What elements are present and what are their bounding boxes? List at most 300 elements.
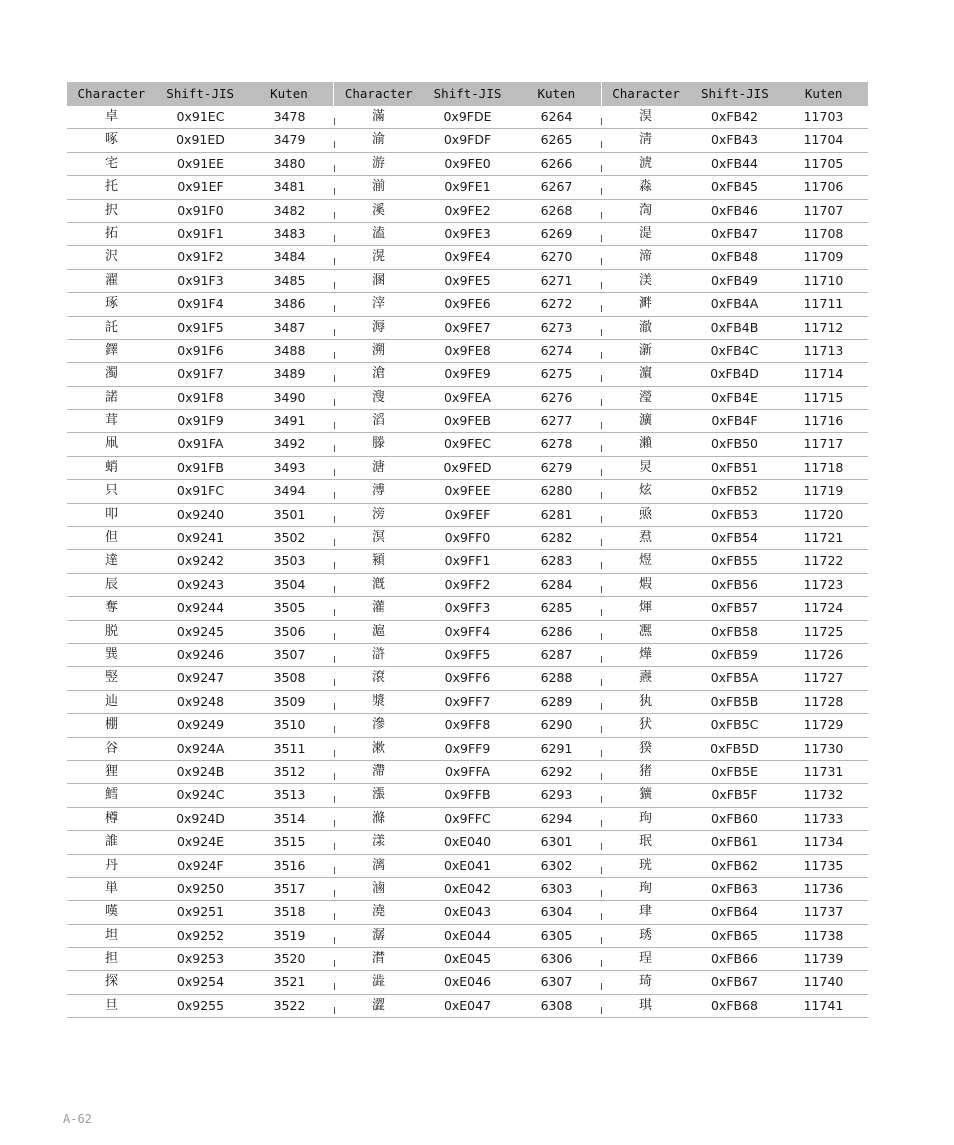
- kuten-cell: 11738: [803, 927, 844, 943]
- character-cell: 瀨: [601, 433, 690, 455]
- shift-jis-cell: 0xFB55: [710, 553, 759, 569]
- shift-jis-cell: 0x9244: [176, 600, 225, 616]
- character-cell: 狸: [104, 763, 118, 779]
- shift-jis-cell: 0xFB4C: [710, 342, 759, 358]
- table-row: [67, 200, 868, 223]
- character-cell: 溽: [334, 317, 423, 339]
- shift-jis-cell: 0x9FF3: [444, 600, 491, 616]
- shift-jis-cell: 0xFB68: [710, 997, 759, 1013]
- table-row: [67, 340, 868, 363]
- kuten-cell: 6269: [540, 225, 573, 241]
- col-header-character-1: Character: [77, 86, 146, 101]
- shift-jis-cell: 0xE044: [443, 927, 492, 943]
- kuten-cell: 3483: [273, 225, 306, 241]
- character-cell: 琦: [601, 971, 690, 993]
- shift-jis-cell: 0x9FE7: [444, 319, 491, 335]
- shift-jis-cell: 0x91ED: [176, 132, 225, 148]
- character-cell: 鐸: [104, 342, 118, 358]
- kuten-cell: 3503: [273, 553, 306, 569]
- shift-jis-cell: 0x9FE6: [444, 296, 491, 312]
- table-row: [67, 504, 868, 527]
- character-cell: 潺: [334, 925, 423, 947]
- character-cell: 担: [104, 951, 118, 967]
- character-cell: 托: [104, 179, 118, 195]
- table-row: [67, 691, 868, 714]
- shift-jis-cell: 0x9FF2: [444, 576, 491, 592]
- kuten-cell: 6276: [540, 389, 573, 405]
- character-cell: 溯: [334, 340, 423, 362]
- kuten-cell: 3491: [273, 413, 306, 429]
- character-cell: 拓: [104, 225, 118, 241]
- kuten-cell: 11736: [803, 880, 844, 896]
- kuten-cell: 3488: [273, 342, 306, 358]
- kuten-cell: 11740: [803, 974, 844, 990]
- character-cell: 択: [104, 202, 118, 218]
- kuten-cell: 11734: [803, 834, 844, 850]
- character-cell: 滸: [334, 644, 423, 666]
- table-row: [67, 153, 868, 176]
- character-cell: 炅: [601, 457, 690, 479]
- kuten-cell: 3508: [273, 670, 306, 686]
- character-cell: 鱈: [104, 787, 118, 803]
- shift-jis-cell: 0x9FFB: [444, 787, 491, 803]
- character-cell: 濵: [601, 363, 690, 385]
- kuten-cell: 3485: [273, 272, 306, 288]
- kuten-cell: 6307: [540, 974, 573, 990]
- shift-jis-cell: 0xFB56: [710, 576, 759, 592]
- shift-jis-cell: 0x9241: [176, 530, 225, 546]
- shift-jis-cell: 0x9FE4: [444, 249, 491, 265]
- shift-jis-cell: 0xFB62: [710, 857, 759, 873]
- shift-jis-cell: 0x9FED: [443, 459, 492, 475]
- character-cell: 溪: [334, 200, 423, 222]
- character-cell: 溘: [334, 223, 423, 245]
- shift-jis-cell: 0xFB44: [710, 155, 759, 171]
- shift-jis-cell: 0x924D: [176, 810, 225, 826]
- shift-jis-cell: 0x9243: [176, 576, 225, 592]
- kuten-cell: 11709: [803, 249, 844, 265]
- table-row: [67, 784, 868, 807]
- kuten-cell: 11712: [803, 319, 844, 335]
- shift-jis-cell: 0xE040: [443, 834, 492, 850]
- col-header-kuten-1: Kuten: [270, 86, 308, 101]
- character-cell: 溟: [334, 527, 423, 549]
- character-cell: 漑: [334, 574, 423, 596]
- kuten-cell: 11729: [803, 717, 844, 733]
- shift-jis-cell: 0xFB5F: [711, 787, 758, 803]
- table-row: [67, 808, 868, 831]
- table-row: [67, 831, 868, 854]
- shift-jis-cell: 0xFB5D: [710, 740, 759, 756]
- character-cell: 湔: [334, 176, 423, 198]
- character-cell: 但: [104, 530, 118, 546]
- shift-jis-cell: 0x9255: [176, 997, 225, 1013]
- kuten-cell: 3517: [273, 880, 306, 896]
- kuten-cell: 3480: [273, 155, 306, 171]
- character-cell: 叩: [104, 506, 118, 522]
- character-cell: 獷: [601, 784, 690, 806]
- shift-jis-cell: 0x924A: [176, 740, 225, 756]
- shift-jis-cell: 0x9FF0: [444, 530, 491, 546]
- kuten-cell: 11707: [803, 202, 844, 218]
- kuten-cell: 3522: [273, 997, 306, 1013]
- character-cell: 滔: [334, 410, 423, 432]
- shift-jis-cell: 0xFB4D: [710, 366, 759, 382]
- character-cell: 卓: [104, 109, 118, 124]
- character-cell: 嘆: [104, 904, 118, 920]
- shift-jis-cell: 0xFB47: [710, 225, 759, 241]
- character-cell: 諾: [104, 389, 118, 405]
- character-cell: 滂: [334, 504, 423, 526]
- col-header-kuten-2: Kuten: [537, 86, 576, 101]
- table-row: [67, 129, 868, 152]
- shift-jis-cell: 0x9FE2: [444, 202, 491, 218]
- character-cell: 煇: [601, 597, 690, 619]
- kuten-cell: 6301: [540, 834, 573, 850]
- table-row: [67, 901, 868, 924]
- kuten-cell: 3519: [273, 927, 306, 943]
- kuten-cell: 11727: [803, 670, 844, 686]
- character-cell: 灌: [334, 597, 423, 619]
- table-row: [67, 971, 868, 994]
- kuten-cell: 3493: [273, 459, 306, 475]
- kuten-cell: 6306: [540, 951, 573, 967]
- character-cell: 谷: [104, 740, 118, 756]
- kuten-cell: 6283: [540, 553, 573, 569]
- shift-jis-cell: 0xFB61: [710, 834, 759, 850]
- table-row: [67, 621, 868, 644]
- kuten-cell: 6279: [540, 459, 573, 475]
- shift-jis-cell: 0xFB65: [710, 927, 759, 943]
- character-cell: 焏: [601, 504, 690, 526]
- character-cell: 燾: [601, 667, 690, 689]
- character-cell: 滉: [334, 246, 423, 268]
- shift-jis-cell: 0x9247: [176, 670, 225, 686]
- shift-jis-cell: 0xFB4E: [711, 389, 758, 405]
- character-cell: 溥: [334, 480, 423, 502]
- kuten-cell: 11731: [803, 763, 844, 779]
- kuten-cell: 6277: [540, 413, 573, 429]
- shift-jis-cell: 0xFB50: [710, 436, 759, 452]
- character-cell: 渧: [601, 246, 690, 268]
- shift-jis-cell: 0xE043: [443, 904, 492, 920]
- shift-jis-cell: 0xFB49: [710, 272, 759, 288]
- table-row: [67, 387, 868, 410]
- table-row: [67, 363, 868, 386]
- shift-jis-cell: 0x924C: [176, 787, 225, 803]
- kuten-cell: 11725: [803, 623, 844, 639]
- kuten-cell: 6271: [540, 272, 573, 288]
- shift-jis-cell: 0x9FDF: [443, 132, 492, 148]
- character-cell: 滓: [334, 293, 423, 315]
- shift-jis-cell: 0x924B: [176, 763, 225, 779]
- shift-jis-cell: 0xFB4A: [710, 296, 759, 312]
- shift-jis-cell: 0x9FEF: [444, 506, 491, 522]
- kuten-cell: 11715: [803, 389, 844, 405]
- shift-jis-cell: 0x9242: [176, 553, 225, 569]
- kuten-cell: 11741: [803, 997, 844, 1013]
- shift-jis-cell: 0x9240: [176, 506, 225, 522]
- character-cell: 誰: [104, 834, 118, 850]
- character-cell: 珉: [601, 831, 690, 853]
- kuten-cell: 6274: [540, 342, 573, 358]
- shift-jis-cell: 0xFB59: [710, 646, 759, 662]
- character-cell: 溷: [334, 270, 423, 292]
- character-cell: 漲: [334, 784, 423, 806]
- character-cell: 滿: [334, 106, 423, 128]
- shift-jis-cell: 0xFB58: [710, 623, 759, 639]
- character-cell: 啄: [104, 132, 118, 148]
- shift-jis-cell: 0x9FF1: [444, 553, 491, 569]
- character-cell: 濁: [104, 366, 118, 382]
- shift-jis-cell: 0x9FE8: [444, 342, 491, 358]
- shift-jis-cell: 0xE046: [443, 974, 492, 990]
- col-header-shift-jis-2: Shift-JIS: [433, 86, 502, 101]
- character-cell: 滕: [334, 433, 423, 455]
- kuten-cell: 6268: [540, 202, 573, 218]
- shift-jis-cell: 0x91F2: [177, 249, 224, 265]
- shift-jis-cell: 0x9FF8: [444, 717, 491, 733]
- kuten-cell: 6305: [540, 927, 573, 943]
- shift-jis-cell: 0x9FF4: [444, 623, 491, 639]
- character-cell: 澈: [601, 317, 690, 339]
- kuten-cell: 3489: [273, 366, 306, 382]
- table-row: [67, 527, 868, 550]
- kuten-cell: 3509: [273, 693, 306, 709]
- character-cell: 竪: [104, 670, 118, 686]
- shift-jis-cell: 0xFB60: [710, 810, 759, 826]
- character-cell: 滄: [334, 363, 423, 385]
- kuten-cell: 6266: [540, 155, 573, 171]
- character-cell: 達: [104, 553, 118, 569]
- character-cell: 犾: [601, 714, 690, 736]
- kuten-cell: 6290: [540, 717, 573, 733]
- kuten-cell: 11720: [803, 506, 844, 522]
- shift-jis-cell: 0x9254: [176, 974, 225, 990]
- shift-jis-cell: 0x9FFC: [444, 810, 491, 826]
- table-row: [67, 433, 868, 456]
- character-cell: 犱: [601, 691, 690, 713]
- character-cell: 蛸: [104, 459, 118, 475]
- table-row: [67, 270, 868, 293]
- table-row: [67, 597, 868, 620]
- kuten-cell: 3510: [273, 717, 306, 733]
- shift-jis-cell: 0x91F0: [177, 202, 224, 218]
- shift-jis-cell: 0xFB46: [710, 202, 759, 218]
- kuten-cell: 6287: [540, 646, 573, 662]
- character-cell: 旦: [104, 997, 118, 1013]
- kuten-cell: 11716: [803, 413, 844, 429]
- kuten-cell: 6303: [540, 880, 573, 896]
- character-cell: 琢: [104, 296, 118, 312]
- shift-jis-cell: 0xFB5B: [710, 693, 759, 709]
- shift-jis-cell: 0x9246: [176, 646, 225, 662]
- kuten-cell: 3481: [273, 179, 306, 195]
- shift-jis-cell: 0xFB63: [710, 880, 759, 896]
- kuten-cell: 11719: [803, 483, 844, 499]
- shift-jis-cell: 0xFB5A: [710, 670, 759, 686]
- kuten-cell: 6304: [540, 904, 573, 920]
- kuten-cell: 6264: [540, 109, 573, 124]
- page-number: A-62: [63, 1112, 92, 1126]
- character-cell: 猤: [601, 738, 690, 760]
- character-cell: 湜: [601, 223, 690, 245]
- shift-jis-cell: 0x9FE3: [444, 225, 491, 241]
- kuten-cell: 11726: [803, 646, 844, 662]
- shift-jis-cell: 0x9FF6: [444, 670, 491, 686]
- shift-jis-cell: 0xE041: [443, 857, 492, 873]
- shift-jis-cell: 0xFB64: [710, 904, 759, 920]
- shift-jis-cell: 0xFB5C: [710, 717, 759, 733]
- kuten-cell: 3518: [273, 904, 306, 920]
- kuten-cell: 11704: [803, 132, 844, 148]
- character-cell: 溏: [334, 457, 423, 479]
- character-cell: 燁: [601, 644, 690, 666]
- character-cell: 漾: [334, 831, 423, 853]
- table-row: [67, 574, 868, 597]
- table-header: [67, 82, 868, 106]
- kuten-cell: 6285: [540, 600, 573, 616]
- kuten-cell: 3479: [273, 132, 306, 148]
- character-cell: 珵: [601, 948, 690, 970]
- kuten-cell: 6293: [540, 787, 573, 803]
- kuten-cell: 11703: [803, 109, 844, 124]
- kuten-cell: 11714: [803, 366, 844, 382]
- character-cell: 濯: [104, 272, 118, 288]
- shift-jis-cell: 0xFB4B: [710, 319, 759, 335]
- character-cell: 辿: [104, 693, 118, 709]
- kuten-cell: 3515: [273, 834, 306, 850]
- kuten-cell: 3516: [273, 857, 306, 873]
- table-row: [67, 738, 868, 761]
- shift-jis-cell: 0x91F8: [177, 389, 224, 405]
- shift-jis-cell: 0x9FF7: [444, 693, 491, 709]
- table-body: [67, 106, 868, 1018]
- table-row: [67, 644, 868, 667]
- table-row: [67, 925, 868, 948]
- kuten-cell: 3514: [273, 810, 306, 826]
- character-cell: 棚: [104, 717, 118, 733]
- shift-jis-cell: 0x91F9: [177, 413, 224, 429]
- character-cell: 澀: [334, 995, 423, 1017]
- kuten-cell: 6294: [540, 810, 573, 826]
- kuten-cell: 11732: [803, 787, 844, 803]
- character-cell: 単: [104, 880, 118, 896]
- shift-jis-cell: 0x9248: [176, 693, 225, 709]
- kuten-cell: 11721: [803, 530, 844, 546]
- kuten-cell: 3501: [273, 506, 306, 522]
- character-cell: 猪: [601, 761, 690, 783]
- character-cell: 奪: [104, 600, 118, 616]
- shift-jis-cell: 0xE047: [443, 997, 492, 1013]
- kuten-cell: 6278: [540, 436, 573, 452]
- table-row: [67, 855, 868, 878]
- table-row: [67, 948, 868, 971]
- shift-jis-cell: 0x9FE1: [444, 179, 491, 195]
- character-cell: 溿: [601, 293, 690, 315]
- shift-jis-cell: 0xFB52: [710, 483, 759, 499]
- character-cell: 淼: [601, 176, 690, 198]
- shift-jis-cell: 0x91EC: [176, 109, 225, 124]
- character-cell: 淲: [601, 153, 690, 175]
- character-cell: 沢: [104, 249, 118, 265]
- kuten-cell: 11723: [803, 576, 844, 592]
- shift-jis-cell: 0x9251: [176, 904, 225, 920]
- kuten-cell: 3505: [273, 600, 306, 616]
- table-row: [67, 317, 868, 340]
- table-row: [67, 995, 868, 1018]
- shift-jis-cell: 0xFB67: [710, 974, 759, 990]
- shift-jis-cell: 0x91FA: [177, 436, 224, 452]
- shift-jis-cell: 0x9252: [176, 927, 225, 943]
- table-row: [67, 667, 868, 690]
- shift-jis-cell: 0x91FC: [176, 483, 225, 499]
- kuten-cell: 3478: [273, 109, 306, 124]
- shift-jis-cell: 0xFB42: [710, 109, 759, 124]
- character-cell: 琇: [601, 925, 690, 947]
- kuten-cell: 11706: [803, 179, 844, 195]
- shift-jis-cell: 0x9FF9: [444, 740, 491, 756]
- character-cell: 樽: [104, 810, 118, 826]
- shift-jis-cell: 0xFB45: [710, 179, 759, 195]
- shift-jis-cell: 0x9249: [176, 717, 225, 733]
- kuten-cell: 3484: [273, 249, 306, 265]
- shift-jis-cell: 0xE045: [443, 951, 492, 967]
- character-cell: 探: [104, 974, 118, 990]
- kuten-cell: 11737: [803, 904, 844, 920]
- table-row: [67, 106, 868, 129]
- character-cell: 焄: [601, 527, 690, 549]
- kuten-cell: 6282: [540, 530, 573, 546]
- shift-jis-cell: 0x91EE: [176, 155, 225, 171]
- shift-jis-cell: 0x9FEA: [444, 389, 491, 405]
- kuten-cell: 6289: [540, 693, 573, 709]
- character-cell: 滲: [334, 714, 423, 736]
- col-header-character-2: Character: [333, 82, 423, 106]
- character-cell: 凞: [601, 621, 690, 643]
- table-row: [67, 714, 868, 737]
- kuten-cell: 6273: [540, 319, 573, 335]
- shift-jis-cell: 0xE042: [443, 880, 492, 896]
- character-cell: 滾: [334, 667, 423, 689]
- character-cell: 溲: [334, 387, 423, 409]
- shift-jis-cell: 0x9FDE: [443, 109, 492, 124]
- table-row: [67, 176, 868, 199]
- kuten-cell: 3512: [273, 763, 306, 779]
- kuten-cell: 6270: [540, 249, 573, 265]
- character-cell: 澵: [601, 340, 690, 362]
- character-cell: 滬: [334, 621, 423, 643]
- kuten-cell: 6302: [540, 857, 573, 873]
- shift-jis-cell: 0xFB51: [710, 459, 759, 475]
- character-cell: 渹: [601, 200, 690, 222]
- shift-jis-cell: 0x91F6: [177, 342, 224, 358]
- shift-jis-cell: 0x91F1: [177, 225, 224, 241]
- character-cell: 琪: [601, 995, 690, 1017]
- kuten-cell: 11710: [803, 272, 844, 288]
- kuten-cell: 6291: [540, 740, 573, 756]
- kuten-cell: 3486: [273, 296, 306, 312]
- shift-jis-cell: 0x9245: [176, 623, 225, 639]
- character-cell: 巽: [104, 646, 118, 662]
- character-cell: 滯: [334, 761, 423, 783]
- kuten-cell: 11713: [803, 342, 844, 358]
- kuten-cell: 6284: [540, 576, 573, 592]
- kuten-cell: 6267: [540, 179, 573, 195]
- table-row: [67, 457, 868, 480]
- kuten-cell: 11718: [803, 459, 844, 475]
- kuten-cell: 3507: [273, 646, 306, 662]
